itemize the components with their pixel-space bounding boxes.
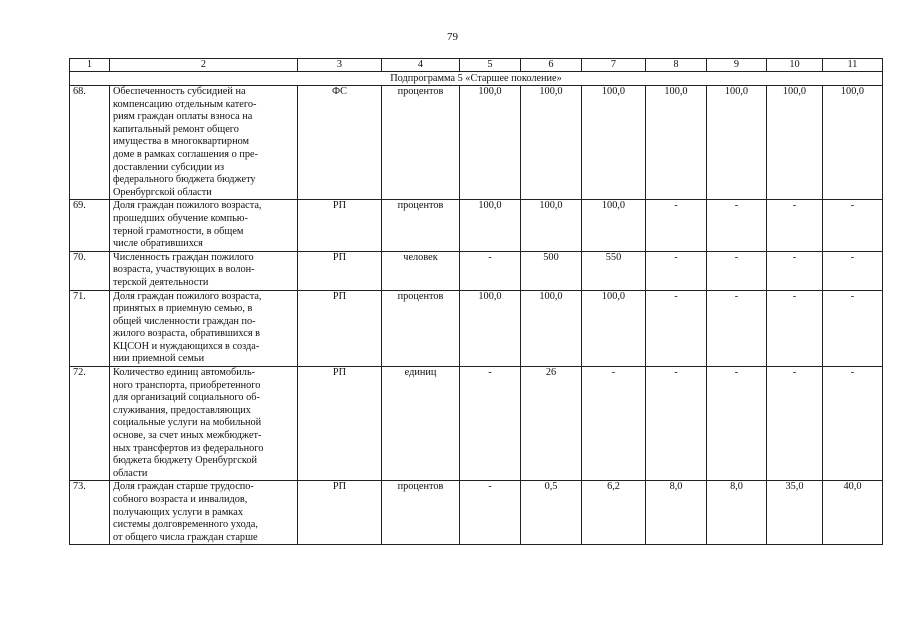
description-line: служивания, предоставляющих <box>113 404 251 416</box>
indicator-value: - <box>646 367 707 481</box>
description-line: Оренбургской области <box>113 186 212 198</box>
indicator-value: - <box>646 290 707 367</box>
indicator-value: 8,0 <box>646 481 707 545</box>
indicator-value: - <box>582 367 646 481</box>
row-number: 73. <box>70 481 110 545</box>
indicator-description <box>110 251 298 290</box>
column-number: 5 <box>460 59 521 72</box>
indicator-type: РП <box>298 251 382 290</box>
table-row <box>70 290 883 367</box>
indicator-value: 0,5 <box>521 481 582 545</box>
description-line: Количество единиц автомобиль- <box>113 367 256 379</box>
indicator-value: - <box>707 290 767 367</box>
column-number: 7 <box>582 59 646 72</box>
description-line: собного возраста и инвалидов, <box>113 494 248 505</box>
description-line: жилого возраста, обратившихся в <box>113 328 260 340</box>
table-row <box>70 367 883 481</box>
indicator-type: РП <box>298 481 382 545</box>
description-line: КЦСОН и нуждающихся в созда- <box>113 340 260 352</box>
description-line: числе обратившихся <box>113 238 203 250</box>
indicator-value: - <box>823 367 883 481</box>
indicator-value: 6,2 <box>582 481 646 545</box>
indicator-value: - <box>460 481 521 545</box>
indicator-value: 100,0 <box>521 290 582 367</box>
unit-of-measure: процентов <box>382 86 460 200</box>
indicator-value: - <box>767 200 823 251</box>
column-number: 6 <box>521 59 582 72</box>
column-number-row <box>70 59 883 72</box>
column-number: 1 <box>70 59 110 72</box>
indicator-type: РП <box>298 367 382 481</box>
row-number: 71. <box>70 290 110 367</box>
unit-of-measure: единиц <box>382 367 460 481</box>
indicator-value: - <box>646 251 707 290</box>
description-line: для организаций социального об- <box>113 392 260 404</box>
indicator-value: 100,0 <box>460 86 521 200</box>
unit-of-measure: процентов <box>382 481 460 545</box>
indicator-value: - <box>460 251 521 290</box>
description-line: Доля граждан пожилого возраста, <box>113 290 262 302</box>
column-number: 11 <box>823 59 883 72</box>
column-number: 3 <box>298 59 382 72</box>
description-line: системы долговременного ухода, <box>113 519 258 531</box>
description-line: возраста, участвующих в волон- <box>113 264 255 276</box>
page-number: 79 <box>447 31 458 43</box>
indicator-value: 100,0 <box>767 86 823 200</box>
description-line: риям граждан оплаты взноса на <box>113 111 253 123</box>
indicator-value: 100,0 <box>823 86 883 200</box>
description-line: доставлении субсидии из <box>113 161 225 173</box>
indicator-value: - <box>707 367 767 481</box>
indicator-type: РП <box>298 290 382 367</box>
section-header-row <box>70 72 883 86</box>
indicator-value: 100,0 <box>582 200 646 251</box>
table-row <box>70 200 883 251</box>
description-line: капитальный ремонт общего <box>113 123 239 135</box>
indicator-value: 100,0 <box>582 86 646 200</box>
column-number: 9 <box>707 59 767 72</box>
description-line: ного транспорта, приобретенного <box>113 379 261 391</box>
description-line: ных трансфертов из федерального <box>113 442 264 454</box>
row-number: 68. <box>70 86 110 200</box>
indicator-value: - <box>707 251 767 290</box>
indicator-value: - <box>823 251 883 290</box>
description-line: прошедших обучение компью- <box>113 212 248 224</box>
indicator-description <box>110 200 298 251</box>
description-line: области <box>113 467 148 479</box>
indicator-value: - <box>823 290 883 367</box>
row-number: 70. <box>70 251 110 290</box>
description-line: Доля граждан старше трудоспо- <box>113 481 254 493</box>
row-number: 69. <box>70 200 110 251</box>
unit-of-measure: процентов <box>382 290 460 367</box>
description-line: компенсацию отдельным катего- <box>113 98 257 110</box>
indicator-value: - <box>767 367 823 481</box>
indicator-value: 550 <box>582 251 646 290</box>
description-line: получающих услуги в рамках <box>113 506 243 518</box>
section-title: Подпрограмма 5 «Старшее поколение» <box>70 72 883 86</box>
indicator-value: 100,0 <box>521 86 582 200</box>
indicator-value: 35,0 <box>767 481 823 545</box>
indicator-value: - <box>707 200 767 251</box>
indicator-value: 500 <box>521 251 582 290</box>
column-number: 2 <box>110 59 298 72</box>
indicator-value: 100,0 <box>646 86 707 200</box>
description-line: бюджета бюджету Оренбургской <box>113 455 257 467</box>
description-line: федерального бюджета бюджету <box>113 174 256 186</box>
description-line: имущества в многоквартирном <box>113 136 250 148</box>
indicator-type: ФС <box>298 86 382 200</box>
indicator-value: - <box>767 290 823 367</box>
indicator-description <box>110 86 298 200</box>
table-row <box>70 251 883 290</box>
table-row <box>70 481 883 545</box>
indicator-value: 100,0 <box>521 200 582 251</box>
indicator-value: - <box>646 200 707 251</box>
column-number: 8 <box>646 59 707 72</box>
description-line: терской деятельности <box>113 276 209 288</box>
description-line: нии приемной семьи <box>113 353 205 365</box>
indicator-value: - <box>823 200 883 251</box>
indicator-value: 40,0 <box>823 481 883 545</box>
column-number: 4 <box>382 59 460 72</box>
description-line: социальные услуги на мобильной <box>113 417 262 429</box>
description-line: Доля граждан пожилого возраста, <box>113 200 262 212</box>
description-line: принятых в приемную семью, в <box>113 303 253 315</box>
row-number: 72. <box>70 367 110 481</box>
description-line: доме в рамках соглашения о пре- <box>113 148 259 160</box>
description-line: Численность граждан пожилого <box>113 251 254 263</box>
indicator-description <box>110 290 298 367</box>
indicator-value: - <box>460 367 521 481</box>
indicator-description <box>110 481 298 545</box>
indicator-value: 100,0 <box>460 290 521 367</box>
description-line: Обеспеченность субсидией на <box>113 86 246 97</box>
indicator-value: 8,0 <box>707 481 767 545</box>
table-row <box>70 86 883 200</box>
description-line: основе, за счет иных межбюджет- <box>113 430 262 442</box>
column-number: 10 <box>767 59 823 72</box>
unit-of-measure: процентов <box>382 200 460 251</box>
indicator-value: 26 <box>521 367 582 481</box>
indicator-value: 100,0 <box>460 200 521 251</box>
unit-of-measure: человек <box>382 251 460 290</box>
indicator-value: 100,0 <box>582 290 646 367</box>
description-line: терной грамотности, в общем <box>113 225 244 237</box>
indicator-value: - <box>767 251 823 290</box>
indicator-value: 100,0 <box>707 86 767 200</box>
indicator-description <box>110 367 298 481</box>
description-line: от общего числа граждан старше <box>113 531 258 543</box>
indicators-table <box>69 58 883 545</box>
description-line: общей численности граждан по- <box>113 315 256 327</box>
indicator-type: РП <box>298 200 382 251</box>
